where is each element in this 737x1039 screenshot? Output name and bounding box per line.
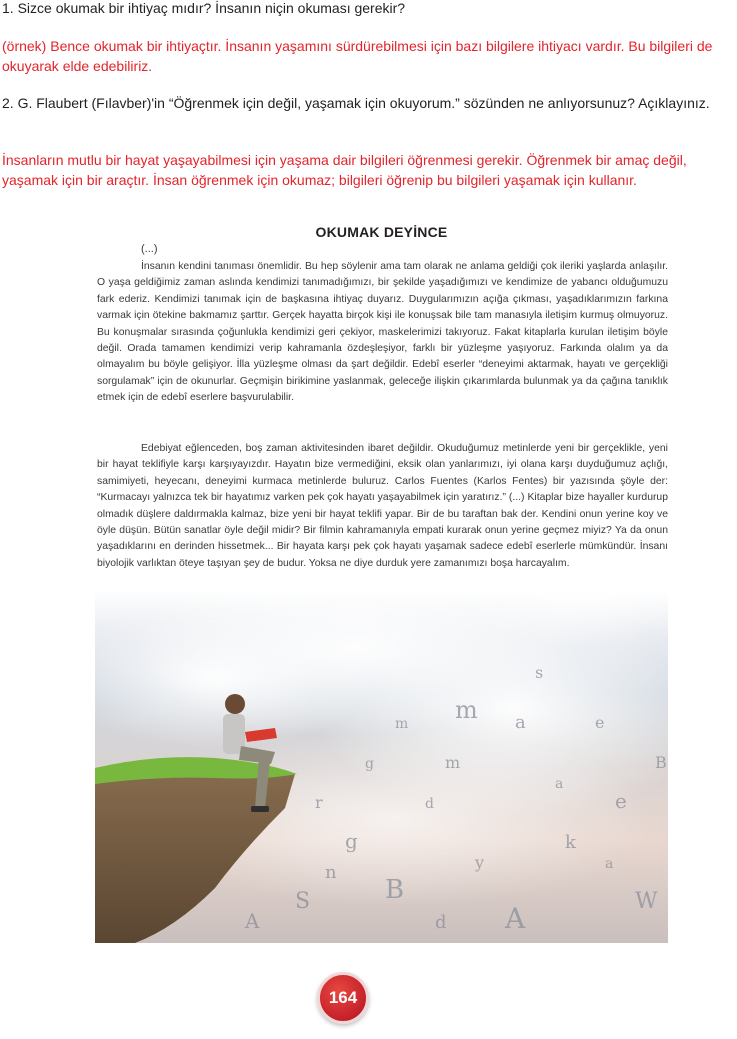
flying-letter: a	[555, 776, 564, 792]
reading-paragraph-2: Edebiyat eğlenceden, boş zaman aktivitesinden ibaret değildir. Okuduğumuz metinlerde yeni bir gerçeklikle, yeni bir hayat teklifiyle karşı karşıyayızdır. Hayatın bize vermediğini, eksik olan yanlarımızı, iyi olana karşı duyduğumuz açlığı, samimiyeti, heyecanı, deneyimi kurmaca metinlerde buluruz. Carlos Fuentes (Karlos Fentes) bir yazısında şöyle der: “Kurmacayı yalnızca tek bir hayatımız varken pek çok hayatı yaşayabilmek için yaratırız.” (...) Kitaplar bize hayaller kurdurup olmadık düşlere daldırmakla kalmaz, bize yeni bir hayat teklifi yapar. Bir de bu taraftan bak der. Kendini onun yerine koy ve öyle düşün. Bütün sanatlar öyle değil midir? Bir filmin kahramanıyla empati kurarak onun yerine geçmez miyiz? Ya da onun yaşadıklarını en derinden hissetmek... Bir hayata karşı pek çok hayatı yaşamak sadece edebî eserlerle mümkündür. İnsanı biyolojik varlıktan öteye taşıyan şey de budur. Yoksa ne diye durduk yere zamanımızı boşa harcayalım.	[97, 443, 668, 569]
flying-letter: g	[365, 756, 374, 772]
flying-letter: e	[595, 713, 605, 732]
flying-letter: m	[395, 716, 409, 732]
reading-panel	[95, 208, 668, 943]
page-number-badge: 164	[317, 972, 369, 1024]
flying-letter: A	[245, 909, 260, 933]
flying-letter: m	[445, 753, 461, 772]
answer-2: İnsanların mutlu bir hayat yaşayabilmesi için yaşama dair bilgileri öğrenmesi gerekir. Öğrenmek bir amaç değil, yaşamak için bir araçtır. İnsan öğrenmek için okumaz; bilgileri öğrenip bu bilgileri yaşamak için kullanır.	[2, 152, 687, 188]
flying-letter: a	[605, 856, 614, 872]
flying-letter: S	[295, 889, 311, 914]
flying-letter: d	[425, 796, 434, 812]
flying-letter: r	[315, 793, 323, 812]
flying-letter: k	[565, 832, 576, 853]
flying-letter: s	[535, 663, 544, 682]
flying-letter: B	[655, 753, 667, 772]
reading-paragraph-1: İnsanın kendini tanıması önemlidir. Bu hep söylenir ama tam olarak ne anlama geldiği çok ileriki yaşlarda anlaşılır. O yaşa geldiğimiz zaman aslında kendimizi tanımadığımızı, bir şekilde yaşadığımızı ve kendimize de yabancı olduğumuzu fark ederiz. Kendimizi tanımak için de başkasına ihtiyaç duyarız. Duygularımızın açığa çıkması, yaşadıklarımızın farkına varmak için ötekine bakmamız şarttır. Gerçek hayatta birçok kişi ile konuşsak bile tam manasıyla iletişim kurmuş olmuyoruz. Bu konuşmalar sırasında çoğunlukla kendimizi geri çekiyor, maskelerimizi takıyoruz. Fakat kitaplarla kurulan iletişim böyle değil. Orada tamamen kendimizi verip kahramanla özdeşleşiyor, farklı bir yüzleşme yaşıyoruz. Farkında olalım ya da olmayalım bu böyle gelişiyor. İlla yüzleşme olması da şart değildir. Edebî eserler “deneyimi aktarmak, hayatı ve gerçekliği sorgulamak” için de okunurlar. Geçmişin birikimine yaslanmak, geleceğe ilişkin çıkarımlarda bulunmak ya da çağına tanıklık etmek için de edebî eserlere başvurulabilir.	[97, 261, 668, 404]
flying-letter: A	[505, 902, 526, 935]
question-2: 2. G. Flaubert (Fılavber)'in “Öğrenmek için değil, yaşamak için okuyorum.” sözünden ne anlıyorsunuz? Açıklayınız.	[2, 95, 710, 111]
flying-letter: y	[475, 853, 485, 872]
flying-letter: m	[455, 696, 478, 724]
flying-letter: B	[385, 875, 405, 905]
answer-1: (örnek) Bence okumak bir ihtiyaçtır. İnsanın yaşamını sürdürebilmesi için bazı bilgilere ihtiyacı vardır. Bu bilgileri de okuyarak elde edebiliriz.	[2, 38, 713, 74]
flying-letter: W	[635, 889, 658, 914]
reading-title: OKUMAK DEYİNCE	[315, 224, 448, 240]
reading-ellipsis: (...)	[141, 243, 158, 255]
flying-letter: a	[515, 712, 526, 733]
flying-letter: n	[325, 862, 337, 883]
flying-letter: g	[345, 829, 358, 853]
flying-letter: e	[615, 789, 627, 813]
question-1: 1. Sizce okumak bir ihtiyaç mıdır? İnsanın niçin okuması gerekir?	[2, 0, 406, 16]
flying-letter: d	[435, 912, 447, 933]
